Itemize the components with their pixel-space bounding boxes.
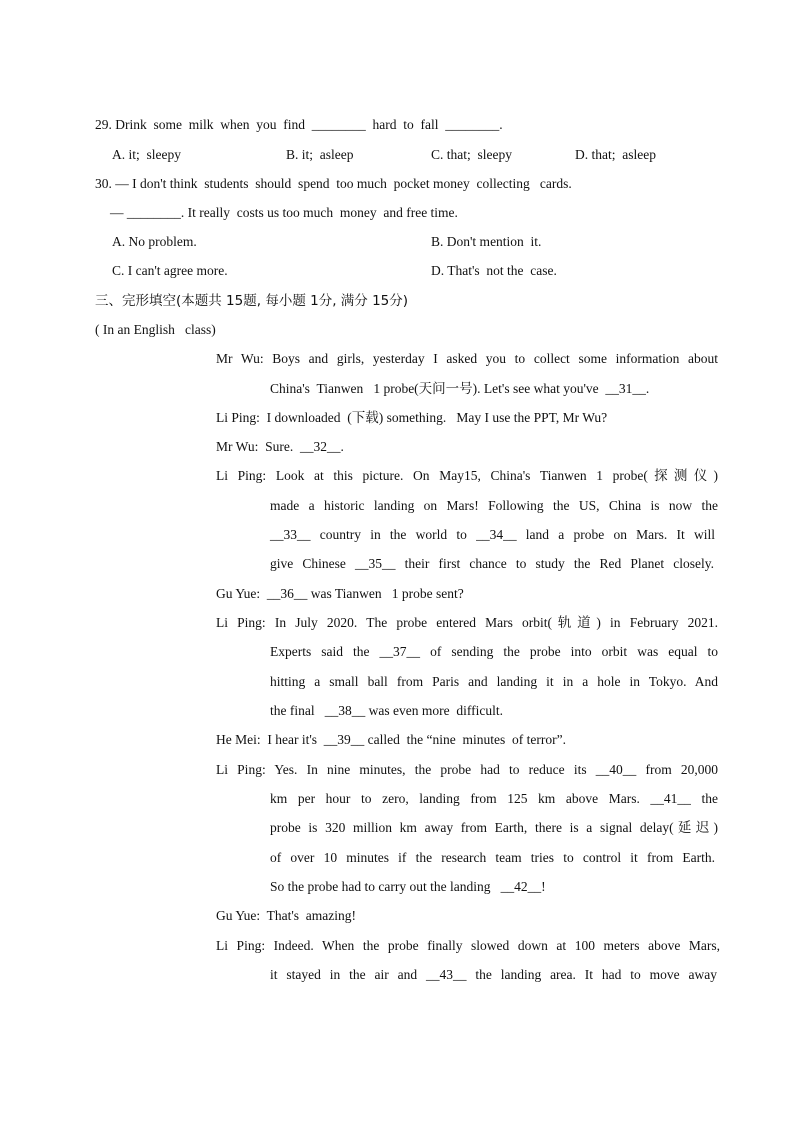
dialogue-line: Li Ping: Yes. In nine minutes, the probe had to reduce its __40__ from 20,000 <box>216 762 718 777</box>
dialogue-line: made a historic landing on Mars! Following the US, China is now the <box>270 498 718 513</box>
section-heading: 三、完形填空(本题共 15题, 每小题 1分, 满分 15分) <box>95 293 409 309</box>
dialogue-line: Li Ping: I downloaded (下载) something. May I use the PPT, Mr Wu? <box>216 410 608 425</box>
q30-option-d: D. That's not the case. <box>431 263 557 278</box>
dialogue-line: Gu Yue: That's amazing! <box>216 908 357 923</box>
dialogue-line: He Mei: I hear it's __39__ called the “nine minutes of terror”. <box>216 732 566 747</box>
dialogue-line: probe is 320 million km away from Earth, there is a signal delay(延迟) <box>270 820 718 835</box>
question-30-stem: 30. — I don't think students should spend too much pocket money collecting cards. <box>95 176 572 191</box>
dialogue-line: Gu Yue: __36__ was Tianwen 1 probe sent? <box>216 586 464 601</box>
dialogue-line: __33__ country in the world to __34__ land a probe on Mars. It will <box>270 527 715 542</box>
q29-option-c: C. that; sleepy <box>431 147 512 162</box>
question-29-stem: 29. Drink some milk when you find ________ hard to fall ________. <box>95 117 503 132</box>
dialogue-line: Mr Wu: Sure. __32__. <box>216 439 344 454</box>
question-30-reply: — ________. It really costs us too much money and free time. <box>110 205 458 220</box>
dialogue-line: Li Ping: In July 2020. The probe entered Mars orbit(轨道) in February 2021. <box>216 615 718 630</box>
dialogue-line: the final __38__ was even more difficult. <box>270 703 503 718</box>
dialogue-line: give Chinese __35__ their first chance to study the Red Planet closely. <box>270 556 714 571</box>
dialogue-line: Mr Wu: Boys and girls, yesterday I asked you to collect some information about <box>216 351 718 366</box>
dialogue-line: Li Ping: Look at this picture. On May15, China's Tianwen 1 probe(探测仪) <box>216 468 718 483</box>
dialogue-line: hitting a small ball from Paris and landing it in a hole in Tokyo. And <box>270 674 718 689</box>
dialogue-line: China's Tianwen 1 probe(天问一号). Let's see what you've __31__. <box>270 381 650 396</box>
dialogue-line: Li Ping: Indeed. When the probe finally slowed down at 100 meters above Mars, <box>216 938 720 953</box>
q29-option-b: B. it; asleep <box>286 147 354 162</box>
dialogue-line: of over 10 minutes if the research team tries to control it from Earth. <box>270 850 715 865</box>
q29-option-a: A. it; sleepy <box>112 147 181 162</box>
dialogue-setting: ( In an English class) <box>95 322 216 337</box>
q30-option-a: A. No problem. <box>112 234 197 249</box>
q30-option-c: C. I can't agree more. <box>112 263 228 278</box>
dialogue-line: km per hour to zero, landing from 125 km above Mars. __41__ the <box>270 791 718 806</box>
q29-option-d: D. that; asleep <box>575 147 656 162</box>
q30-option-b: B. Don't mention it. <box>431 234 542 249</box>
dialogue-line: it stayed in the air and __43__ the landing area. It had to move away <box>270 967 717 982</box>
dialogue-line: Experts said the __37__ of sending the probe into orbit was equal to <box>270 644 718 659</box>
dialogue-line: So the probe had to carry out the landing __42__! <box>270 879 546 894</box>
